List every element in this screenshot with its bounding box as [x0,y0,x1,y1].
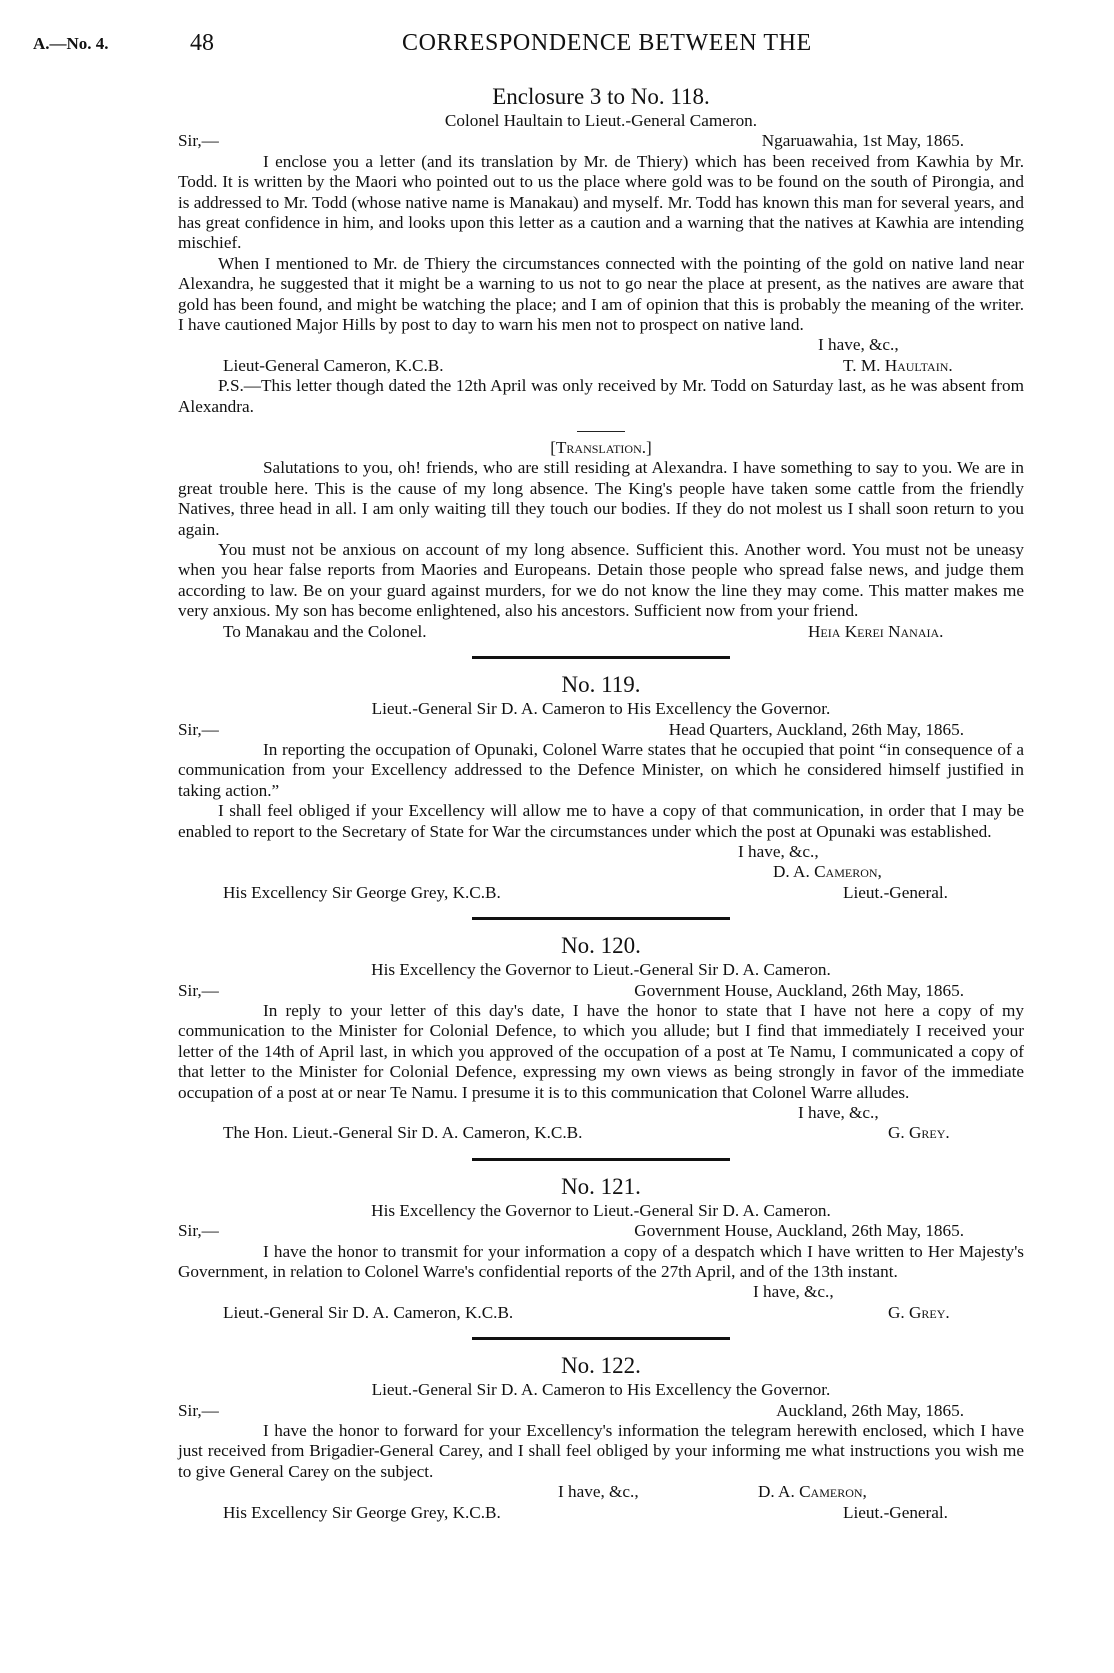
divider [472,1158,730,1161]
letter-address: Lieut.-General Sir D. A. Cameron to His Excellency the Governor. [371,1380,831,1400]
header-reference: A.—No. 4. [33,34,109,53]
place-date: Ngaruawahia, 1st May, 1865. [761,131,964,151]
salutation: Sir,— [178,980,219,1000]
page-number: 48 [190,30,214,56]
closing-line [178,335,1024,355]
letter-122 [178,1352,1024,1523]
signature-line [178,862,1024,882]
closing-line [178,842,1024,862]
translation-label: [Translation.] [550,438,652,458]
divider [472,917,730,920]
divider [472,656,730,659]
signature-line [178,622,1024,642]
paragraph: I enclose you a letter (and its translation by Mr. de Thiery) which has been received from Kawhia by Mr. Todd. It is written by the Maori who pointed out to us the place where gold was to be found on the south of Pirongia, and is addressed to Mr. Todd (whose native name is Manakau) and myself. Mr. Todd has known this man for several years, and has great confidence in him, and looks upon this letter as a caution and a warning that the natives at Kawhia are intending mischief. [178,151,1024,253]
rank: Lieut.-General. [843,1502,948,1522]
salutation-line [178,1401,1024,1421]
closing: I have, &c., [818,335,899,355]
letter-address: His Excellency the Governor to Lieut.-General Sir D. A. Cameron. [371,960,831,980]
paragraph: I have the honor to transmit for your information a copy of a despatch which I have written to Her Majesty's Government, in relation to Colonel Warre's confidential reports of the 27th April, and of the 13th instant. [178,1241,1024,1281]
addressee: The Hon. Lieut.-General Sir D. A. Cameron, K.C.B. [223,1123,583,1143]
document-body [178,83,1024,1523]
paragraph: I have the honor to forward for your Excellency's information the telegram herewith enclosed, which I have just received from Brigadier-General Carey, and I shall feel obliged by your informing me what instructions you wish me to give General Carey on the subject. [178,1420,1024,1481]
postscript: P.S.—This letter though dated the 12th April was only received by Mr. Todd on Saturday last, as he was absent from Alexandra. [178,376,1024,416]
signature: D. A. Cameron, [758,1482,867,1502]
closing-line [178,1482,1024,1502]
letter-120 [178,932,1024,1144]
addressee: To Manakau and the Colonel. [223,621,427,641]
closing-line [178,1282,1024,1302]
page-title: CORRESPONDENCE BETWEEN THE [402,30,812,56]
signature: T. M. Haultain. [843,355,953,375]
paragraph: When I mentioned to Mr. de Thiery the circumstances connected with the pointing of the gold on native land near Alexandra, he suggested that it might be a warning to us not to go near the place at present, as the natives are aware that gold has been found, and might be watching the place; and I am of opinion that this is probably the meaning of the writer. I have cautioned Major Hills by post to day to warn his men not to prospect on native land. [178,253,1024,335]
signature: Heia Kerei Nanaia. [808,621,944,641]
letter-119 [178,671,1024,903]
signature-line [178,1303,1024,1323]
enclosure-address: Colonel Haultain to Lieut.-General Cameron. [444,111,758,130]
signature: G. Grey. [888,1123,950,1143]
enclosure-section [178,83,1024,417]
enclosure-title: Enclosure 3 to No. 118. [492,84,710,109]
addressee: Lieut.-General Sir D. A. Cameron, K.C.B. [223,1302,514,1322]
closing: I have, &c., [558,1482,639,1502]
salutation: Sir,— [178,1221,219,1241]
place-date: Government House, Auckland, 26th May, 1865. [634,1221,964,1241]
signature: G. Grey. [888,1302,950,1322]
salutation: Sir,— [178,1400,219,1420]
letter-address: Lieut.-General Sir D. A. Cameron to His Excellency the Governor. [371,699,831,719]
letter-title: No. 120. [561,933,641,959]
closing: I have, &c., [738,841,819,861]
addressee-line [178,1503,1024,1523]
letter-title: No. 121. [561,1173,641,1199]
rank: Lieut.-General. [843,882,948,902]
paragraph: In reply to your letter of this day's date, I have the honor to state that I have not here a copy of my communication to the Minister for Colonial Defence, to which you allude; but I find that immediately I received your letter of the 14th of April last, in which you approved of the occupation of a post at Te Namu, I communicated a copy of that letter to the Minister for Colonial Defence, expressing my own views as being strongly in favor of the immediate occupation of a post at or near Te Namu. I presume it is to this communication that Colonel Warre alludes. [178,1000,1024,1102]
paragraph: Salutations to you, oh! friends, who are still residing at Alexandra. I have something to say to you. We are in great trouble here. This is the cause of my long absence. The King's people have taken some cattle from the friendly Natives, three head in all. I am only waiting till they touch our bodies. If they do not molest us I shall soon return to you again. [178,458,1024,539]
divider [472,1337,730,1340]
signature: D. A. Cameron, [773,862,882,882]
closing: I have, &c., [798,1102,879,1122]
salutation-line [178,1221,1024,1241]
letter-title: No. 122. [561,1353,641,1379]
signature-line [178,356,1024,376]
closing-line [178,1103,1024,1123]
closing: I have, &c., [753,1282,834,1302]
letter-121 [178,1173,1024,1323]
divider [577,431,625,432]
signature-line [178,1123,1024,1143]
addressee-line [178,883,1024,903]
salutation: Sir,— [178,719,219,739]
enclosure-salutation-line [178,131,1024,151]
addressee: His Excellency Sir George Grey, K.C.B. [223,882,501,902]
paragraph: I shall feel obliged if your Excellency will allow me to have a copy of that communication, in order that I may be enabled to report to the Secretary of State for War the circumstances under which the post at Opunaki was established. [178,801,1024,841]
paragraph: You must not be anxious on account of my long absence. Sufficient this. Another word. You must not be uneasy when you hear false reports from Maories and Europeans. Detain those people who spread false news, and judge them according to law. Be on your guard against murders, for we do not know the line they may come. This matter makes me very anxious. My son has become enlightened, also his ancestors. Sufficient now from your friend. [178,540,1024,621]
letter-title: No. 119. [561,672,641,698]
place-date: Government House, Auckland, 26th May, 1865. [634,980,964,1000]
salutation-line [178,720,1024,740]
place-date: Auckland, 26th May, 1865. [776,1400,964,1420]
addressee: Lieut-General Cameron, K.C.B. [223,355,444,375]
translation-section [178,438,1024,642]
paragraph: In reporting the occupation of Opunaki, Colonel Warre states that he occupied that point “in consequence of a communication from your Excellency addressed to the Defence Minister, on which he considered himself justified in taking action.” [178,739,1024,800]
addressee: His Excellency Sir George Grey, K.C.B. [223,1502,501,1522]
salutation: Sir,— [178,131,219,151]
salutation-line [178,981,1024,1001]
place-date: Head Quarters, Auckland, 26th May, 1865. [668,719,964,739]
letter-address: His Excellency the Governor to Lieut.-General Sir D. A. Cameron. [371,1200,831,1220]
